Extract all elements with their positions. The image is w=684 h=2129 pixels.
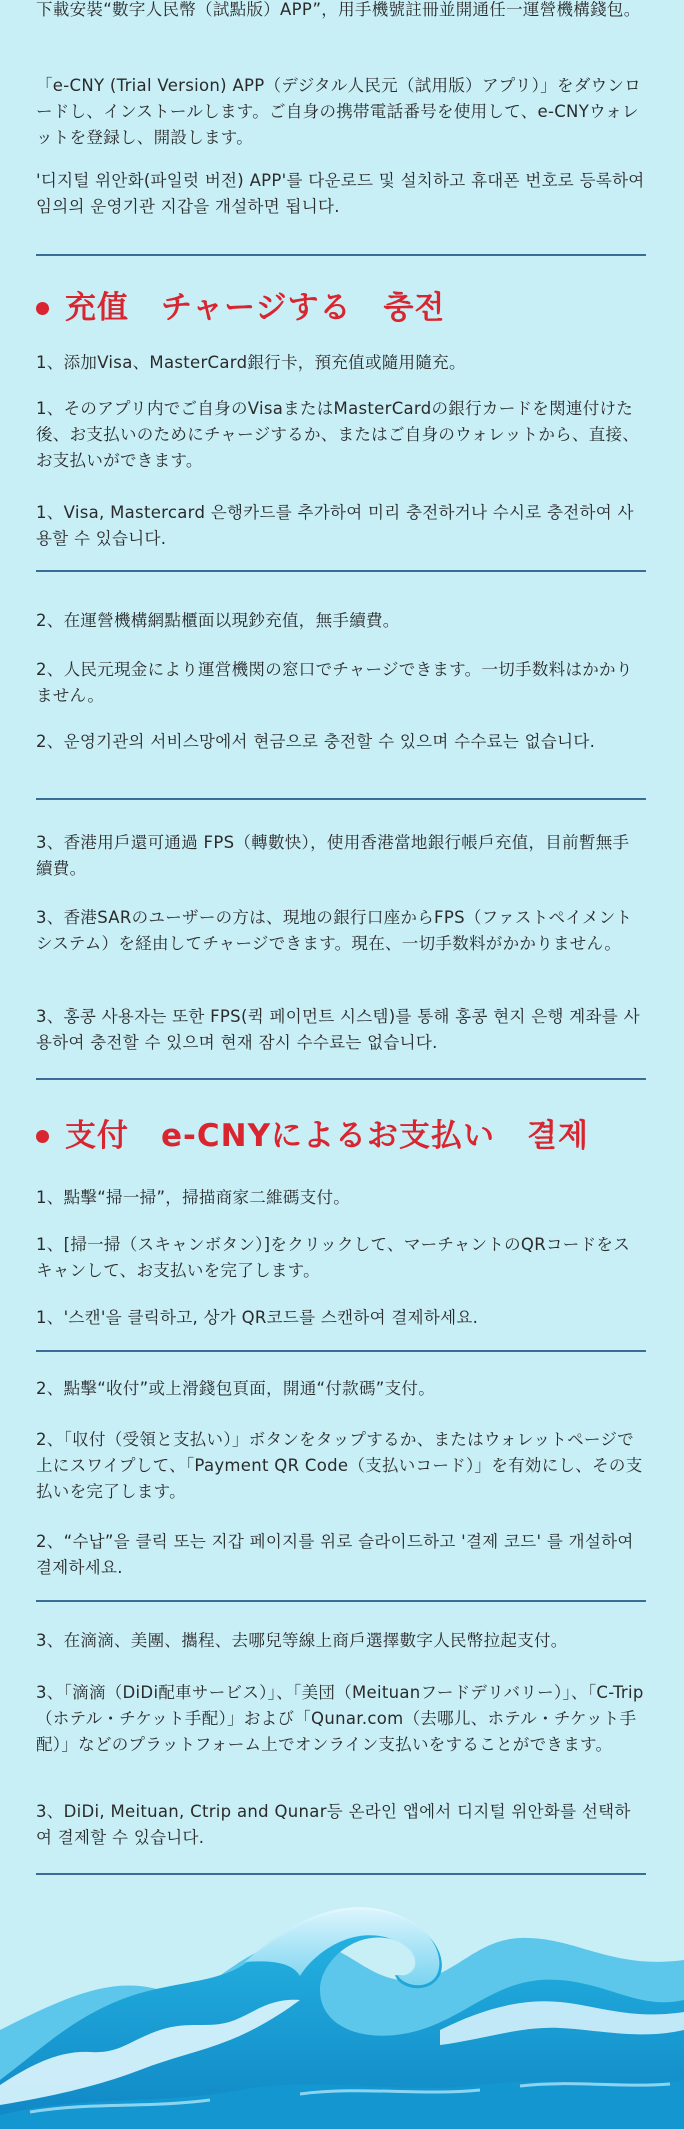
pay-2-ja: 2、「収付（受領と支払い）」ボタンをタップするか、またはウォレットページで上にスワイプして、「Payment QR Code（支払いコード）」を有効にし、その支払いを完了します。 (36, 1430, 643, 1501)
pay-2-ko: 2、“수납”을 클릭 또는 지갑 페이지를 위로 슬라이드하고 '결제 코드' 를 개설하여 결제하세요. (36, 1532, 634, 1577)
charge-2-zh: 2、在運營機構網點櫃面以現鈔充值，無手續費。 (36, 611, 400, 630)
pay-1-zh: 1、點擊“掃一掃”，掃描商家二維碼支付。 (36, 1188, 351, 1207)
intro-ko: '디지털 위안화(파일럿 버전) APP'를 다운로드 및 설치하고 휴대폰 번호로 등록하여 임의의 운영기관 지갑을 개설하면 됩니다. (36, 171, 645, 216)
pay-1-ja: 1、[掃一掃（スキャンボタン）]をクリックして、マーチャントのQRコードをスキャンして、お支払いを完了します。 (36, 1235, 630, 1280)
charge-3-zh: 3、香港用戶還可通過 FPS（轉數快），使用香港當地銀行帳戶充值，目前暫無手續費。 (36, 833, 630, 878)
divider (36, 1873, 646, 1875)
intro-zh: 下載安裝“數字人民幣（試點版）APP”，用手機號註冊並開通任一運營機構錢包。 (36, 0, 641, 19)
section-title: 充值 チャージする 충전 (65, 290, 446, 326)
charge-1-ko: 1、Visa, Mastercard 은행카드를 추가하여 미리 충전하거나 수시로 충전하여 사용할 수 있습니다. (36, 503, 634, 548)
pay-2-zh: 2、點擊“收付”或上滑錢包頁面，開通“付款碼”支付。 (36, 1379, 435, 1398)
wave-illustration (0, 1880, 684, 2129)
section-title: 支付 e-CNYによるお支払い 결제 (65, 1118, 589, 1154)
section-heading-pay (36, 1116, 589, 1156)
divider (36, 570, 646, 572)
intro-ja: 「e-CNY (Trial Version) APP（デジタル人民元（試用版）アプリ）」をダウンロードし、インストールします。ご自身の携帯電話番号を使用して、e-CNYウォレットを登録し、開設します。 (36, 76, 642, 147)
charge-2-ja: 2、人民元現金により運営機関の窓口でチャージできます。一切手数料はかかりません。 (36, 660, 633, 705)
divider (36, 1350, 646, 1352)
divider (36, 1078, 646, 1080)
section-heading-charge (36, 288, 445, 328)
charge-1-ja: 1、そのアプリ内でご自身のVisaまたはMasterCardの銀行カードを関連付けた後、お支払いのためにチャージするか、またはご自身のウォレットから、直接、お支払いができます。 (36, 399, 640, 470)
charge-3-ja: 3、香港SARのユーザーの方は、現地の銀行口座からFPS（ファストペイメントシステム）を経由してチャージできます。現在、一切手数料がかかりません。 (36, 908, 633, 953)
divider (36, 1600, 646, 1602)
divider (36, 254, 646, 256)
bullet-icon (36, 302, 49, 315)
wave-streak (520, 2084, 670, 2086)
charge-3-ko: 3、홍콩 사용자는 또한 FPS(퀵 페이먼트 시스템)를 통해 홍콩 현지 은행 계좌를 사용하여 충전할 수 있으며 현재 잠시 수수료는 없습니다. (36, 1007, 640, 1052)
pay-3-zh: 3、在滴滴、美團、攜程、去哪兒等線上商戶選擇數字人民幣拉起支付。 (36, 1631, 568, 1650)
pay-3-ko: 3、DiDi, Meituan, Ctrip and Qunar등 온라인 앱에서 디지털 위안화를 선택하여 결제할 수 있습니다. (36, 1802, 631, 1847)
bullet-icon (36, 1130, 49, 1143)
charge-1-zh: 1、添加Visa、MasterCard銀行卡，預充值或隨用隨充。 (36, 353, 466, 372)
divider (36, 798, 646, 800)
charge-2-ko: 2、운영기관의 서비스망에서 현금으로 충전할 수 있으며 수수료는 없습니다. (36, 732, 596, 751)
pay-3-ja: 3、「滴滴（DiDi配車サービス）」、「美団（Meituanフードデリバリー）」、「C-Trip（ホテル・チケット手配）」および「Qunar.com（去哪儿、ホテル・チケット手配）」などのプラットフォーム上でオンライン支払いをすることができます。 (36, 1683, 644, 1754)
pay-1-ko: 1、'스캔'을 클릭하고, 상가 QR코드를 스캔하여 결제하세요. (36, 1308, 479, 1327)
